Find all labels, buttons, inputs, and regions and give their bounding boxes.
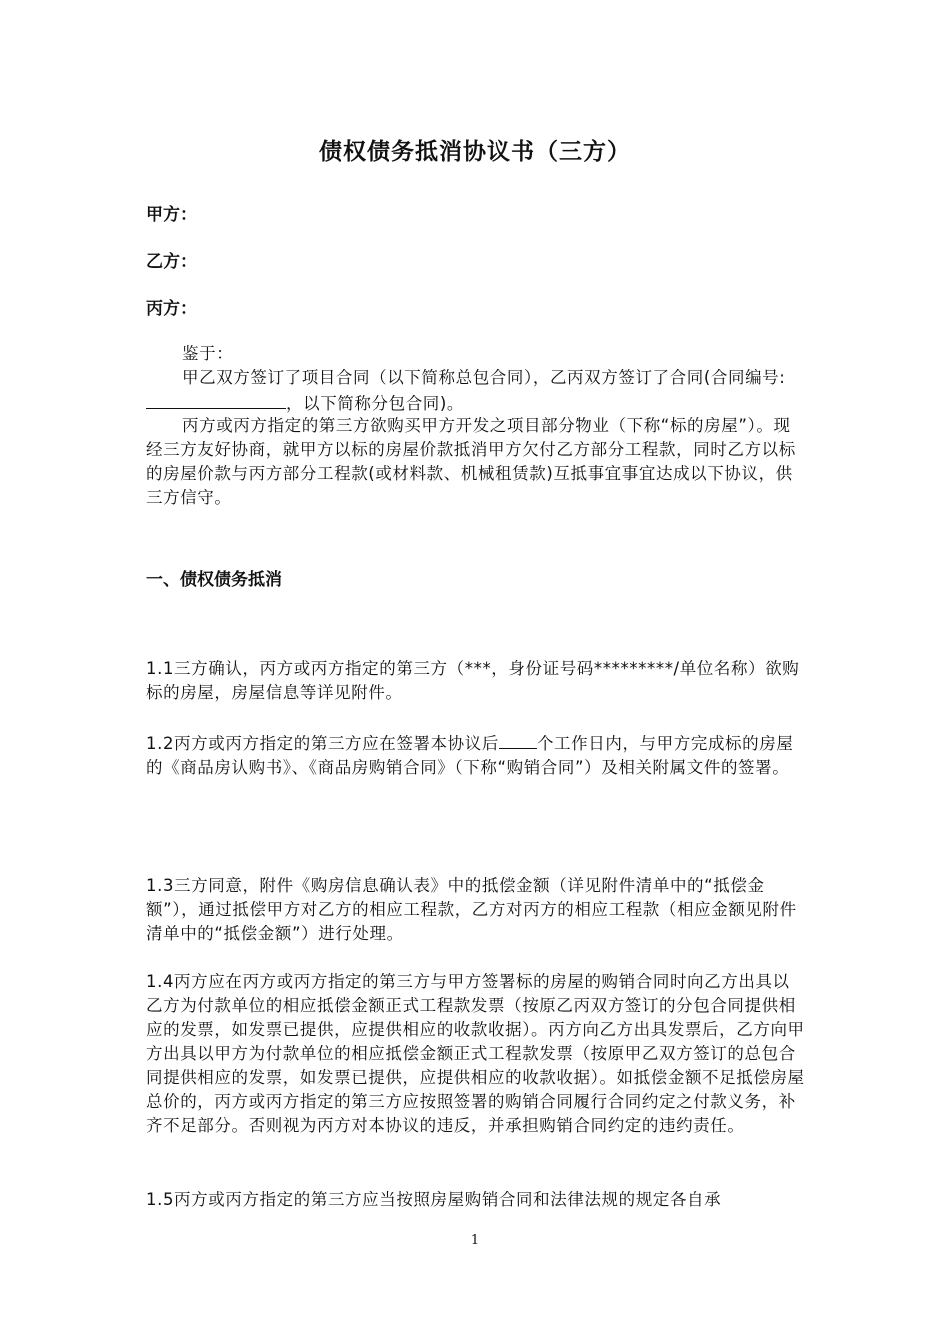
clause-1-3: 1.3三方同意，附件《购房信息确认表》中的抵偿金额（详见附件清单中的“抵偿金额”），通过抵偿甲方对乙方的相应工程款，乙方对丙方的相应工程款（相应金额见附件清单中的“抵偿金额”）进行处理。: [146, 876, 797, 943]
preamble-1-start: 甲乙双方签订了项目合同（以下简称总包合同），乙丙双方签订了合同(合同编号:: [182, 368, 786, 387]
clause-1-4: 1.4丙方应在丙方或丙方指定的第三方与甲方签署标的房屋的购销合同时向乙方出具以乙方为付款单位的相应抵偿金额正式工程款发票（按原乙丙双方签订的分包合同提供相应的发票，如发票已提供，应提供相应的收款收据）。丙方向乙方出具发票后，乙方向甲方出具以甲方为付款单位的相应抵偿金额正式工程款发票（按原甲乙双方签订的总包合同提供相应的发票，如发票已提供，应提供相应的收款收据）。如抵偿金额不足抵偿房屋总价的，丙方或丙方指定的第三方应按照签署的购销合同履行合同约定之付款义务，补齐不足部分。否则视为丙方对本协议的违反，并承担购销合同约定的违约责任。: [146, 972, 805, 1135]
clause-1-2: [146, 730, 806, 780]
clause-1-1: 1.1三方确认，丙方或丙方指定的第三方（***，身份证号码*********/单位名称）欲购标的房屋，房屋信息等详见附件。: [146, 659, 800, 702]
document-title: 债权债务抵消协议书（三方）: [319, 139, 631, 165]
preamble-1-end: ，以下简称分包合同)。: [286, 394, 465, 413]
clause-1-2-start: 1.2丙方或丙方指定的第三方应在签署本协议后: [146, 734, 499, 753]
whereas-line: 鉴于：: [182, 344, 234, 363]
party-a-label: 甲方：: [146, 205, 197, 225]
preamble-paragraph-1: [146, 366, 806, 416]
contract-number-blank: [146, 390, 286, 409]
clause-1-2-end: 个工作日内，与甲方完成标的房屋的《商品房认购书》、《商品房购销合同》（下称“购销合同”）及相关附属文件的签署。: [146, 734, 794, 777]
party-c-label: 丙方：: [146, 299, 197, 319]
page-number: 1: [470, 1233, 480, 1248]
preamble-paragraph-2: 丙方或丙方指定的第三方欲购买甲方开发之项目部分物业（下称“标的房屋”）。现经三方友好协商，就甲方以标的房屋价款抵消甲方欠付乙方部分工程款，同时乙方以标的房屋价款与丙方部分工程款(或材料款、机械租赁款)互抵事宜事宜达成以下协议，供三方信守。: [146, 416, 796, 507]
section-1-heading: 一、债权债务抵消: [146, 570, 282, 590]
clause-1-5: 1.5丙方或丙方指定的第三方应当按照房屋购销合同和法律法规的规定各自承: [146, 1190, 722, 1209]
working-days-blank: [499, 730, 537, 749]
party-b-label: 乙方：: [146, 252, 197, 272]
